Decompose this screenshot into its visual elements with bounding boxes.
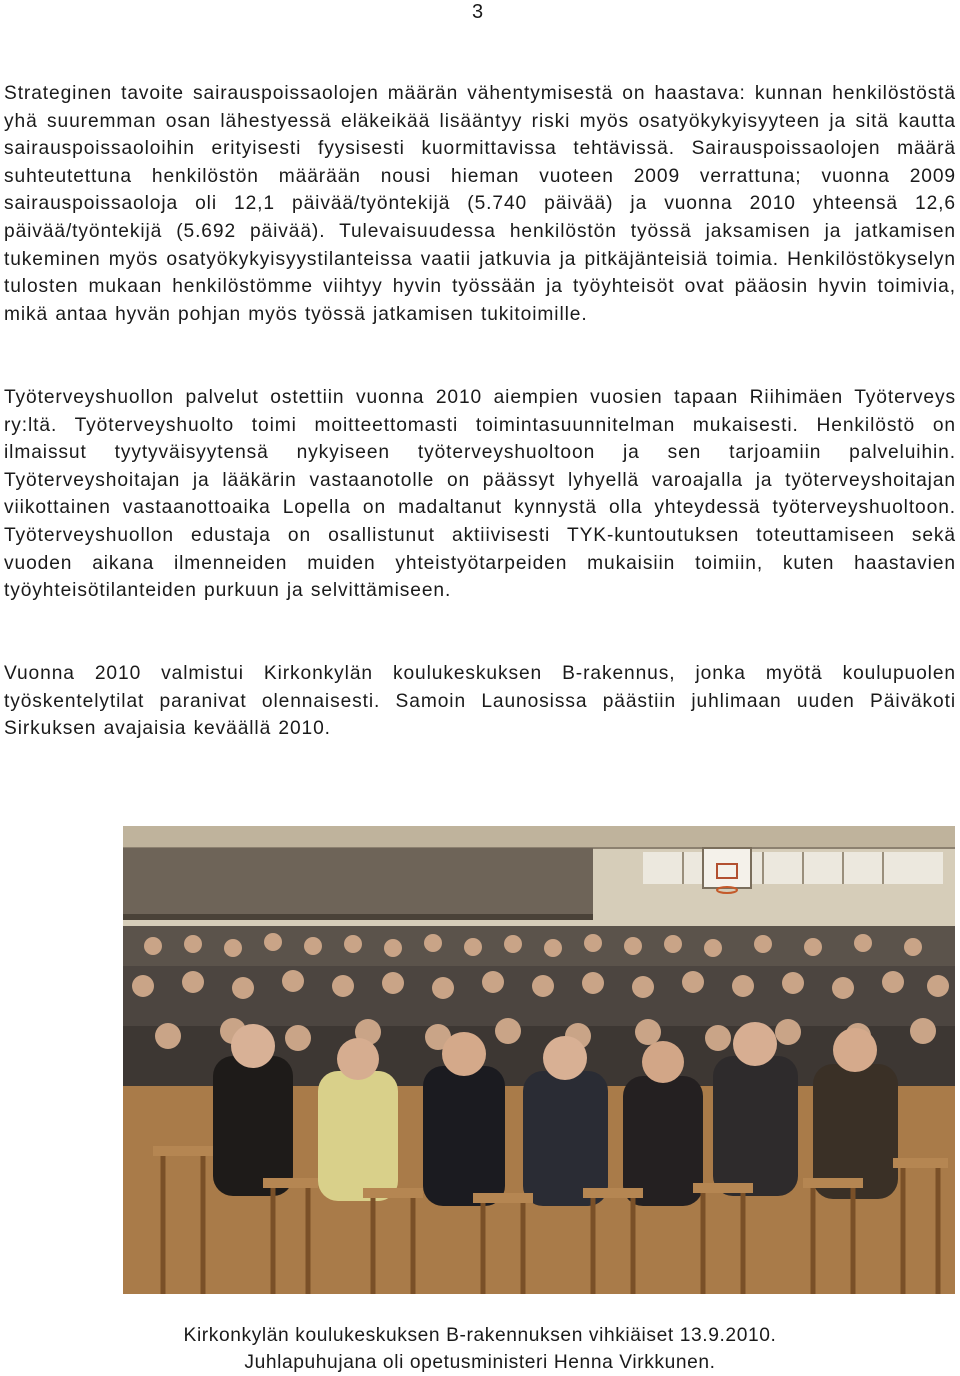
event-photo [123, 826, 955, 1294]
paragraph-new-buildings: Vuonna 2010 valmistui Kirkonkylän koulukeskuksen B-rakennus, jonka myötä koulupuolen työskentelytilat paranivat olennaisesti. Samoin Launosissa päästiin juhlimaan uuden Päiväkoti Sirkuksen avajaisia keväällä 2010. [4, 663, 956, 740]
paragraph-sick-leave: Strateginen tavoite sairauspoissaolojen määrän vähentymisestä on haastava: kunnan henkilöstöstä yhä suuremman osan lähestyessä eläkeikää lisääntyy riski myös osatyökykyisyyteen ja sitä kautta sairauspoissaoloihin erityisesti fyysisesti kuormittavissa tehtävissä. Sairauspoissaolojen määrä suhteutettuna henkilöstön määrään nousi hieman vuoteen 2009 verrattuna; vuonna 2009 sairauspoissaoloja oli 12,1 päivää/työntekijä (5.740 päivää) ja vuonna 2010 yhteensä 12,6 päivää/työntekijä (5.692 päivää). Tulevaisuudessa henkilöstön työssä jaksamisen ja jatkamisen tukeminen myös osatyökykyisyystilanteissa vaatii jatkuvia ja pitkäjänteisiä toimia. Henkilöstökyselyn tulosten mukaan henkilöstömme viihtyy hyvin työssään ja työyhteisöt ovat pääosin hyvin toimivia, mikä antaa hyvän pohjan myös työssä jatkamisen tukitoimille. [4, 83, 956, 325]
page-number: 3 [472, 1, 484, 23]
caption-line-2: Juhlapuhujana oli opetusministeri Henna Virkkunen. [244, 1352, 716, 1373]
caption-line-1: Kirkonkylän koulukeskuksen B-rakennuksen vihkiäiset 13.9.2010. [183, 1325, 777, 1346]
photo-caption [0, 1322, 960, 1376]
basketball-board-icon [703, 848, 751, 893]
paragraph-occupational-health: Työterveyshuollon palvelut ostettiin vuonna 2010 aiempien vuosien tapaan Riihimäen Työterveys ry:ltä. Työterveyshuolto toimi moitteettomasti toimintasuunnitelman mukaisesti. Henkilöstö on ilmaissut tyytyväisyytensä nykyiseen työterveyshuoltoon ja sen tarjoamiin palveluihin. Työterveyshoitajan ja lääkärin vastaanotolle on päässyt lyhyellä varoajalla ja työterveyshoitajan viikottainen vastaanottoaika Lopella on madaltanut kynnystä olla yhteydessä työterveyshuoltoon. Työterveyshuollon edustaja on osallistunut aktiivisesti TYK-kuntoutuksen toteuttamiseen sekä vuoden aikana ilmenneiden muiden yhteistyötarpeiden mukaisiin toimiin, kuten haastavien työyhteisötilanteiden purkuun ja selvittämiseen. [4, 387, 956, 602]
